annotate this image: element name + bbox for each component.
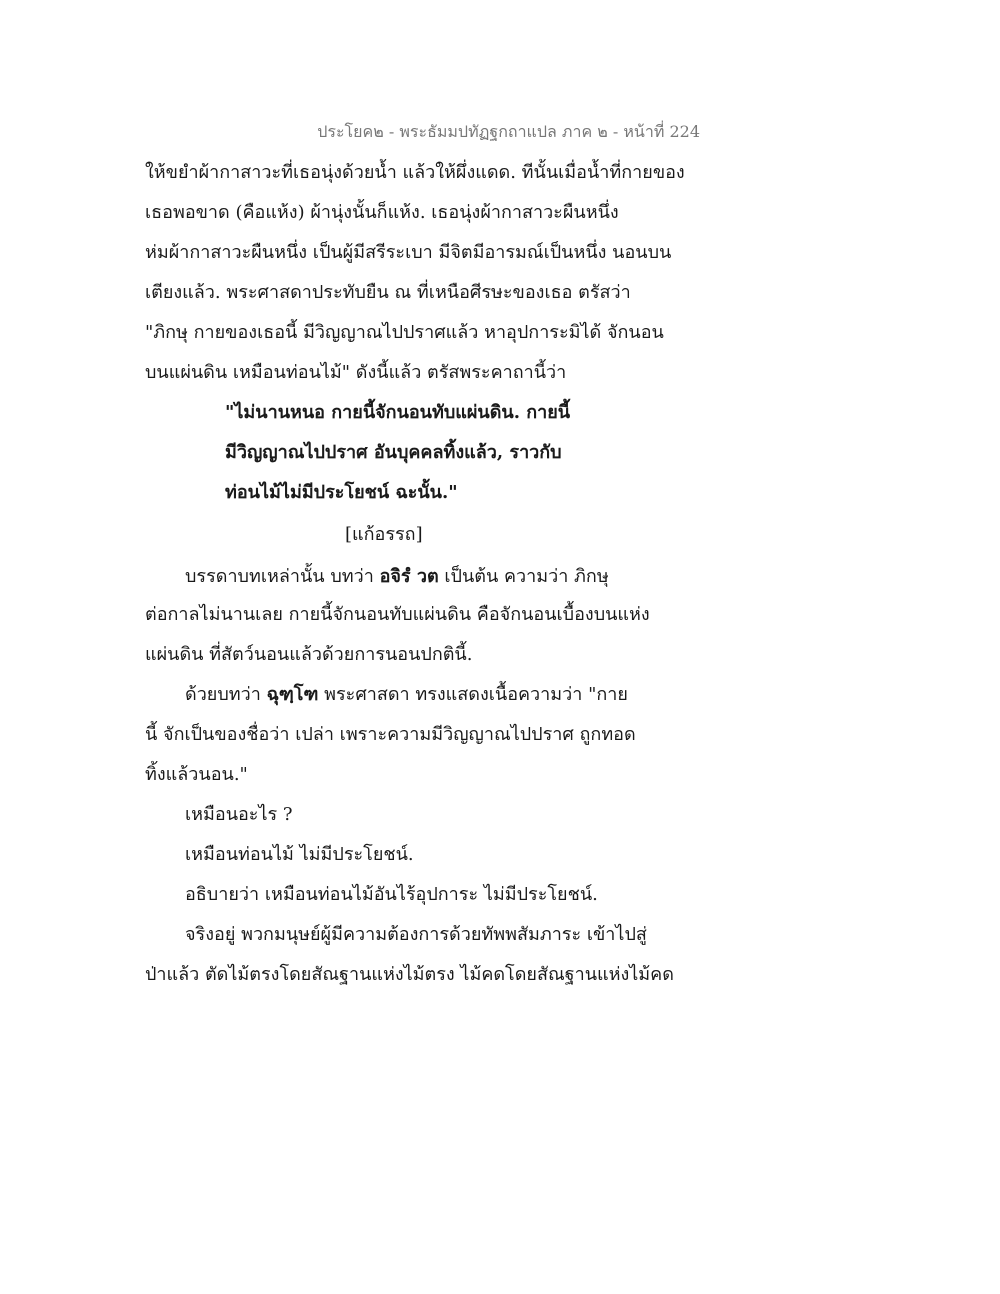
text-line: บนแผ่นดิน เหมือนท่อนไม้" ดังนี้แล้ว ตรัสพระคาถานี้ว่า <box>145 362 567 383</box>
text-line: ต่อกาลไม่นานเลย กายนี้จักนอนทับแผ่นดิน คือจักนอนเบื้องบนแห่ง <box>145 604 650 625</box>
text-line: ป่าแล้ว ตัดไม้ตรงโดยสัณฐานแห่งไม้ตรง ไม้คดโดยสัณฐานแห่งไม้คด <box>145 964 674 985</box>
text-span: เป็นต้น ความว่า ภิกษุ <box>438 566 609 587</box>
text-line: ให้ขยำผ้ากาสาวะที่เธอนุ่งด้วยน้ำ แล้วให้ผึ่งแดด. ทีนั้นเมื่อน้ำที่กายของ <box>145 162 685 183</box>
text-span: ด้วยบทว่า <box>185 684 267 705</box>
text-line: เหมือนท่อนไม้ ไม่มีประโยชน์. <box>185 844 414 865</box>
text-span: บรรดาบทเหล่านั้น บทว่า <box>185 566 380 587</box>
verse-line: ท่อนไม้ไม่มีประโยชน์ ฉะนั้น." <box>225 482 458 503</box>
text-line <box>185 682 628 708</box>
text-line: แผ่นดิน ที่สัตว์นอนแล้วด้วยการนอนปกตินี้. <box>145 644 473 665</box>
verse-line: มีวิญญาณไปปราศ อันบุคคลทิ้งแล้ว, ราวกับ <box>225 442 562 463</box>
text-line: "ภิกษุ กายของเธอนี้ มีวิญญาณไปปราศแล้ว หาอุปการะมิได้ จักนอน <box>145 322 664 343</box>
text-line <box>185 564 609 590</box>
pali-term: อจิรํ วต <box>379 566 439 587</box>
text-line: เตียงแล้ว. พระศาสดาประทับยืน ณ ที่เหนือศีรษะของเธอ ตรัสว่า <box>145 282 631 303</box>
pali-term: ฉุฑฺโฑ <box>266 684 319 705</box>
page-header: ประโยค๒ - พระธัมมปทัฏฐกถาแปล ภาค ๒ - หน้าที่ 224 <box>317 122 700 141</box>
text-line: เหมือนอะไร ? <box>185 804 293 825</box>
text-span: พระศาสดา ทรงแสดงเนื้อความว่า "กาย <box>318 684 628 705</box>
verse-line: "ไม่นานหนอ กายนี้จักนอนทับแผ่นดิน. กายนี้ <box>225 402 571 423</box>
text-line: เธอพอขาด (คือแห้ง) ผ้านุ่งนั้นก็แห้ง. เธอนุ่งผ้ากาสาวะผืนหนึ่ง <box>145 202 619 223</box>
text-line: ทิ้งแล้วนอน." <box>145 764 248 785</box>
text-line: นี้ จักเป็นของชื่อว่า เปล่า เพราะความมีวิญญาณไปปราศ ถูกทอด <box>145 724 636 745</box>
section-title: [แก้อรรถ] <box>345 524 423 545</box>
text-line: ห่มผ้ากาสาวะผืนหนึ่ง เป็นผู้มีสรีระเบา มีจิตมีอารมณ์เป็นหนึ่ง นอนบน <box>145 242 672 263</box>
text-line: อธิบายว่า เหมือนท่อนไม้อันไร้อุปการะ ไม่มีประโยชน์. <box>185 884 598 905</box>
text-line: จริงอยู่ พวกมนุษย์ผู้มีความต้องการด้วยทัพพสัมภาระ เข้าไปสู่ <box>185 924 647 945</box>
